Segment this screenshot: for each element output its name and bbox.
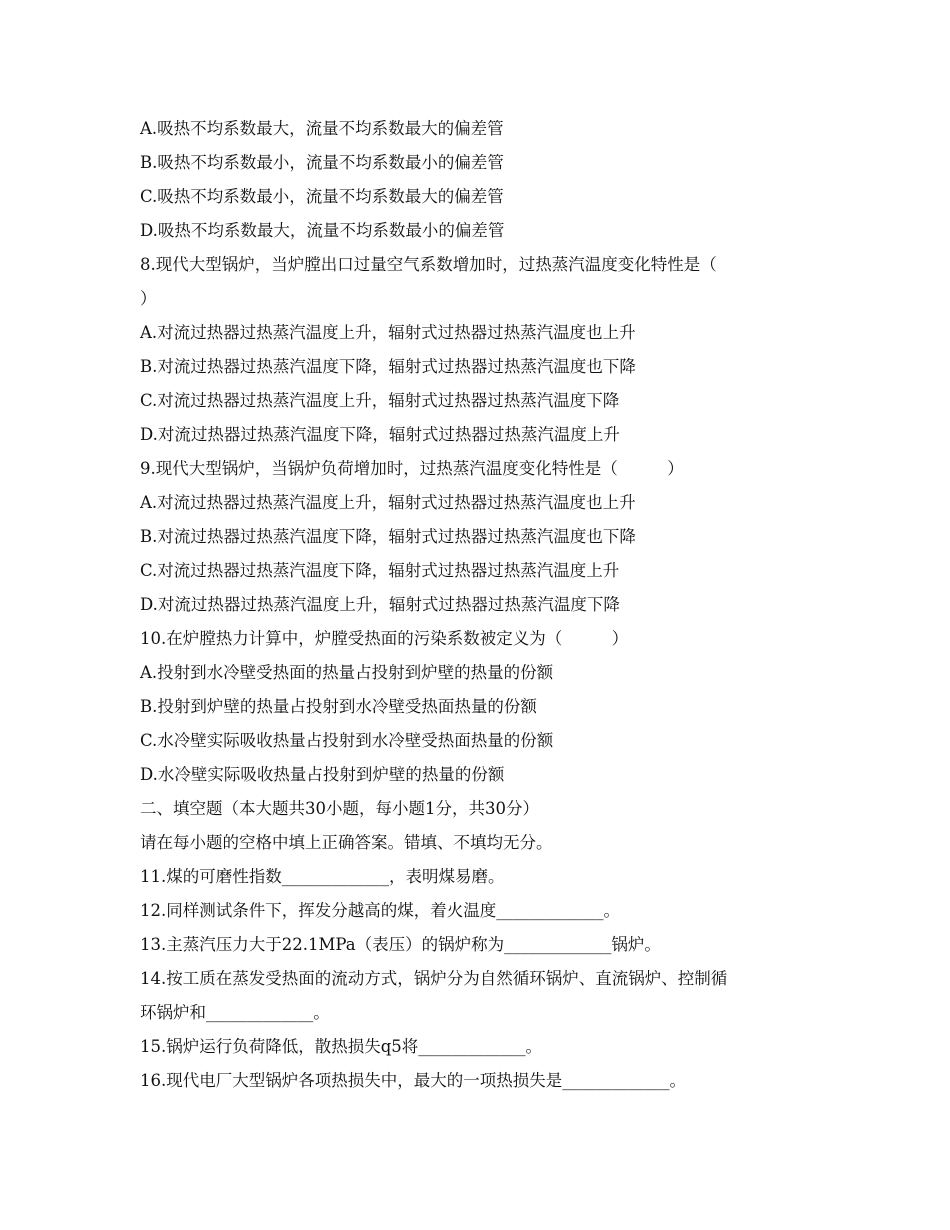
option-9b: B.对流过热器过热蒸汽温度下降，辐射式过热器过热蒸汽温度也下降 (140, 527, 636, 546)
question-12: 12.同样测试条件下，挥发分越高的煤，着火温度_____________。 (140, 901, 620, 920)
option-7c: C.吸热不均系数最小，流量不均系数最大的偏差管 (140, 187, 504, 206)
option-7a: A.吸热不均系数最大，流量不均系数最大的偏差管 (140, 119, 504, 138)
question-14: 14.按工质在蒸发受热面的流动方式，锅炉分为自然循环锅炉、直流锅炉、控制循 (140, 969, 728, 988)
option-7d: D.吸热不均系数最大，流量不均系数最小的偏差管 (140, 221, 505, 240)
option-9c: C.对流过热器过热蒸汽温度下降，辐射式过热器过热蒸汽温度上升 (140, 561, 620, 580)
option-9a: A.对流过热器过热蒸汽温度上升，辐射式过热器过热蒸汽温度也上升 (140, 493, 636, 512)
option-10d: D.水冷壁实际吸收热量占投射到炉壁的热量的份额 (140, 765, 505, 784)
option-8a: A.对流过热器过热蒸汽温度上升，辐射式过热器过热蒸汽温度也上升 (140, 323, 636, 342)
question-14-continued: 环锅炉和_____________。 (140, 1003, 330, 1022)
question-9: 9.现代大型锅炉，当锅炉负荷增加时，过热蒸汽温度变化特性是（ ） (140, 459, 684, 478)
question-11: 11.煤的可磨性指数_____________，表明煤易磨。 (140, 867, 505, 886)
section-instructions: 请在每小题的空格中填上正确答案。错填、不填均无分。 (140, 833, 553, 852)
question-8-continued: ） (140, 289, 157, 308)
option-7b: B.吸热不均系数最小，流量不均系数最小的偏差管 (140, 153, 504, 172)
question-13: 13.主蒸汽压力大于22.1MPa（表压）的锅炉称为_____________锅炉。 (140, 935, 661, 954)
option-8c: C.对流过热器过热蒸汽温度上升，辐射式过热器过热蒸汽温度下降 (140, 391, 620, 410)
question-10: 10.在炉膛热力计算中，炉膛受热面的污染系数被定义为（ ） (140, 629, 629, 648)
question-15: 15.锅炉运行负荷降低，散热损失q5将_____________。 (140, 1037, 543, 1056)
option-10b: B.投射到炉壁的热量占投射到水冷壁受热面热量的份额 (140, 697, 537, 716)
option-10a: A.投射到水冷壁受热面的热量占投射到炉壁的热量的份额 (140, 663, 554, 682)
option-9d: D.对流过热器过热蒸汽温度上升，辐射式过热器过热蒸汽温度下降 (140, 595, 620, 614)
question-16: 16.现代电厂大型锅炉各项热损失中，最大的一项热损失是_____________。 (140, 1071, 686, 1090)
question-8: 8.现代大型锅炉，当炉膛出口过量空气系数增加时，过热蒸汽温度变化特性是（ (140, 255, 717, 274)
section-heading: 二、填空题（本大题共30小题，每小题1分，共30分） (140, 799, 539, 818)
option-8b: B.对流过热器过热蒸汽温度下降，辐射式过热器过热蒸汽温度也下降 (140, 357, 636, 376)
option-8d: D.对流过热器过热蒸汽温度下降，辐射式过热器过热蒸汽温度上升 (140, 425, 620, 444)
option-10c: C.水冷壁实际吸收热量占投射到水冷壁受热面热量的份额 (140, 731, 554, 750)
